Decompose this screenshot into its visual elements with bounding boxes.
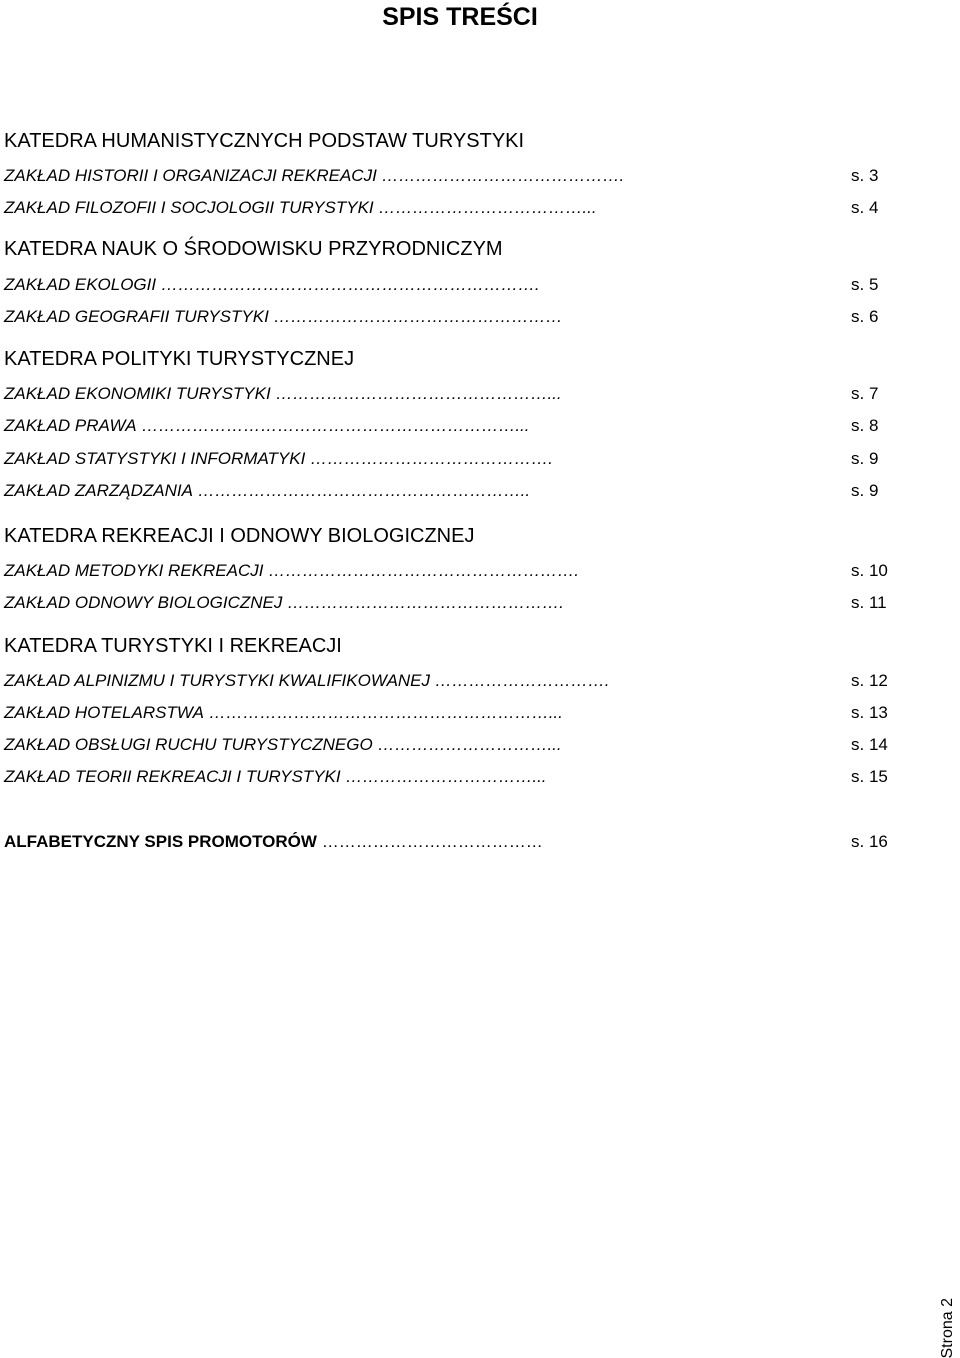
- toc-entry-leader: …………………………...: [377, 735, 562, 754]
- toc-entry[interactable]: [4, 592, 564, 614]
- toc-entry-label: ZAKŁAD ALPINIZMU I TURYSTYKI KWALIFIKOWANEJ: [4, 671, 431, 690]
- toc-entry-label: ALFABETYCZNY SPIS PROMOTORÓW: [4, 832, 317, 851]
- toc-entry-leader: ………………………………………….: [287, 593, 564, 612]
- toc-entry[interactable]: [4, 274, 540, 296]
- toc-entry[interactable]: [4, 480, 530, 502]
- toc-entry-leader: ………………………….: [434, 671, 610, 690]
- toc-page-number: s. 5: [851, 275, 879, 294]
- toc-entry-label: ZAKŁAD METODYKI REKREACJI: [4, 561, 264, 580]
- toc-entry-leader: …………………………………………...: [275, 384, 562, 403]
- toc-entry-label: ZAKŁAD OBSŁUGI RUCHU TURYSTYCZNEGO: [4, 735, 373, 754]
- toc-entry[interactable]: [4, 448, 553, 470]
- toc-entry-label: ZAKŁAD GEOGRAFII TURYSTYKI: [4, 307, 269, 326]
- toc-entry[interactable]: [4, 702, 563, 724]
- toc-entry[interactable]: [4, 560, 579, 582]
- toc-entry-leader: …………………………………………………..: [197, 481, 531, 500]
- toc-entry-leader: …………………………………….: [310, 449, 553, 468]
- toc-entry[interactable]: [4, 197, 597, 219]
- toc-page-number: s. 6: [851, 307, 879, 326]
- toc-entry[interactable]: [4, 383, 562, 405]
- toc-entry-leader: …………………………………: [321, 832, 543, 851]
- toc-entry-leader: ……………………………………………………...: [208, 703, 563, 722]
- toc-entry-label: ZAKŁAD PRAWA: [4, 416, 137, 435]
- toc-page-number: s. 3: [851, 166, 879, 185]
- toc-entry-leader: ………………………………………………………….: [160, 275, 540, 294]
- katedra-heading: KATEDRA REKREACJI I ODNOWY BIOLOGICZNEJ: [4, 525, 475, 547]
- toc-entry-promotors[interactable]: [4, 831, 543, 853]
- toc-entry-label: ZAKŁAD STATYSTYKI I INFORMATYKI: [4, 449, 306, 468]
- page-title: SPIS TREŚCI: [382, 3, 538, 31]
- katedra-heading: KATEDRA POLITYKI TURYSTYCZNEJ: [4, 348, 355, 370]
- toc-page-number: s. 9: [851, 481, 879, 500]
- katedra-heading: KATEDRA NAUK O ŚRODOWISKU PRZYRODNICZYM: [4, 238, 503, 260]
- toc-entry-leader: ………………………………...: [378, 198, 597, 217]
- toc-entry[interactable]: [4, 306, 563, 328]
- footer-page-number: Strona 2: [939, 1298, 956, 1358]
- toc-page-number: s. 10: [851, 561, 888, 580]
- toc-page-number: s. 8: [851, 416, 879, 435]
- toc-entry-leader: ……………………………………………: [273, 307, 563, 326]
- toc-entry-label: ZAKŁAD FILOZOFII I SOCJOLOGII TURYSTYKI: [4, 198, 374, 217]
- toc-page-number: s. 4: [851, 198, 879, 217]
- toc-entry[interactable]: [4, 766, 547, 788]
- toc-page-number: s. 11: [851, 593, 887, 612]
- katedra-heading: KATEDRA TURYSTYKI I REKREACJI: [4, 635, 342, 657]
- toc-page-number: s. 14: [851, 735, 888, 754]
- toc-entry-leader: ……………………………………………….: [268, 561, 579, 580]
- toc-entry-label: ZAKŁAD HISTORII I ORGANIZACJI REKREACJI: [4, 166, 377, 185]
- toc-entry-label: ZAKŁAD TEORII REKREACJI I TURYSTYKI: [4, 767, 341, 786]
- toc-entry-leader: …………………………………….: [381, 166, 625, 185]
- toc-entry[interactable]: [4, 734, 562, 756]
- toc-page-number: s. 16: [851, 832, 888, 851]
- toc-page-number: s. 12: [851, 671, 888, 690]
- toc-entry[interactable]: [4, 670, 610, 692]
- toc-entry-label: ZAKŁAD ODNOWY BIOLOGICZNEJ: [4, 593, 283, 612]
- toc-page-number: s. 15: [851, 767, 888, 786]
- toc-page-number: s. 13: [851, 703, 888, 722]
- toc-entry[interactable]: [4, 165, 624, 187]
- toc-entry-label: ZAKŁAD EKOLOGII: [4, 275, 157, 294]
- toc-entry-leader: ……………………………...: [345, 767, 547, 786]
- toc-page-number: s. 7: [851, 384, 879, 403]
- toc-entry-label: ZAKŁAD ZARZĄDZANIA: [4, 481, 193, 500]
- toc-entry-label: ZAKŁAD EKONOMIKI TURYSTYKI: [4, 384, 271, 403]
- toc-entry[interactable]: [4, 415, 530, 437]
- toc-page-number: s. 9: [851, 449, 879, 468]
- toc-entry-leader: …………………………………………………………...: [141, 416, 530, 435]
- katedra-heading: KATEDRA HUMANISTYCZNYCH PODSTAW TURYSTYKI: [4, 130, 525, 152]
- toc-entry-label: ZAKŁAD HOTELARSTWA: [4, 703, 204, 722]
